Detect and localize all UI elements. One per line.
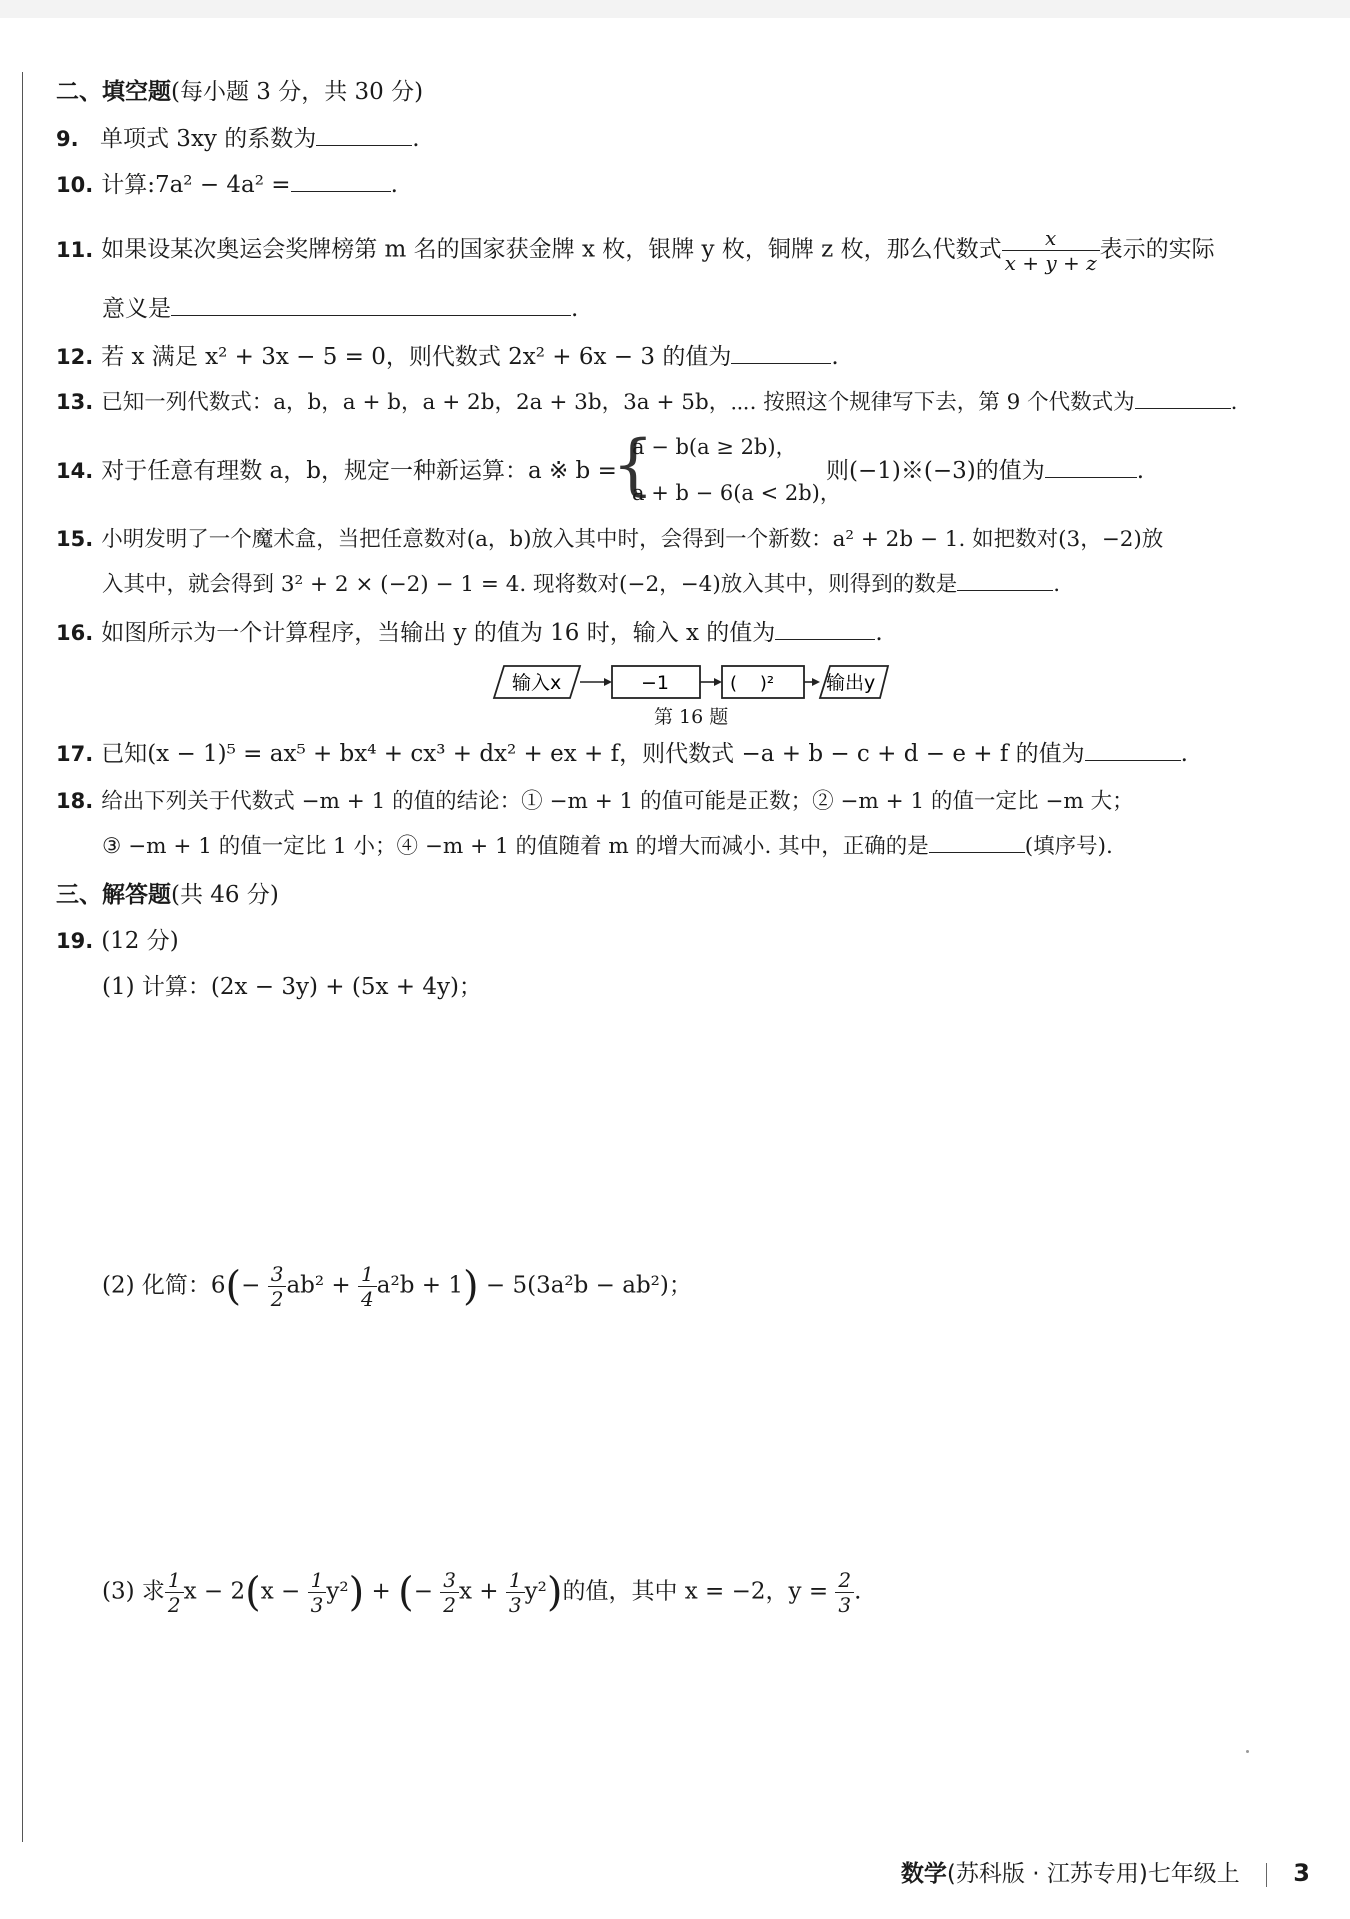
question-number: 13. [56,390,94,414]
question-text: 入其中，就会得到 3² + 2 × (−2) − 1 = 4. 现将数对(−2，−4)放入其中，则得到的数是 [102,572,958,597]
question-text: 若 x 满足 x² + 3x − 5 = 0，则代数式 2x² + 6x − 3 的值为 [101,344,732,370]
term: y² [524,1578,547,1605]
term: x − 2 [183,1578,246,1605]
denominator: 3 [508,1593,522,1617]
denominator: 2 [443,1593,457,1617]
question-19 [56,924,179,958]
section-title: 二、填空题 [56,79,171,105]
square-label: ( )² [730,673,775,694]
denominator: 3 [310,1593,324,1617]
answer-blank[interactable] [316,123,412,146]
margin-line [22,72,23,1842]
part-label: (3) 求 [102,1578,165,1605]
numerator: 3 [268,1262,287,1287]
question-number: 12. [56,345,94,369]
question-text-tail: (填序号). [1024,834,1113,859]
left-paren: ( [245,1569,261,1616]
period: . [390,172,398,198]
section-3-header [56,878,279,912]
question-19-part-3 [102,1568,861,1617]
period: . [1230,390,1238,415]
question-text: ③ −m + 1 的值一定比 1 小；④ −m + 1 的值随着 m 的增大而减小. 其中，正确的是 [102,834,929,859]
question-17 [56,737,1188,771]
arrowhead-2-icon [714,678,722,686]
right-paren: ) [348,1569,365,1616]
numerator: 1 [506,1568,525,1593]
question-number: 10. [56,173,94,197]
numerator: 1 [165,1568,184,1593]
fraction-1-3 [308,1568,327,1617]
question-text: 如果设某次奥运会奖牌榜第 m 名的国家获金牌 x 枚，银牌 y 枚，铜牌 z 枚，那么代数式 [101,236,1002,263]
term: a²b + 1 [376,1272,463,1299]
footer-divider [1266,1863,1268,1887]
question-15-line2 [102,568,1060,602]
input-label: 输入x [512,672,562,694]
numerator: 1 [308,1568,327,1593]
section-2-header [56,75,423,109]
minus-one-label: −1 [641,672,670,694]
part-label: (2) 化简：6 [102,1272,226,1299]
question-number: 9. [56,127,79,151]
arrowhead-1-icon [604,678,612,686]
scan-speck [1246,1750,1249,1753]
question-text: 小明发明了一个魔术盒，当把任意数对(a，b)放入其中时，会得到一个新数：a² + 2b − 1. 如把数对(3，−2)放 [101,527,1164,552]
question-text: 已知(x − 1)⁵ = ax⁵ + bx⁴ + cx³ + dx² + ex + f，则代数式 −a + b − c + d − e + f 的值为 [101,741,1085,767]
question-10 [56,168,398,202]
fraction-3-2 [268,1262,287,1311]
denominator: x + y + z [1004,251,1097,275]
section-note: (共 46 分) [171,882,279,908]
right-paren: ) [462,1263,479,1310]
period: . [412,126,420,152]
period: . [875,620,883,646]
question-text: 计算:7a² − 4a² = [101,172,291,198]
question-text: 则(−1)※(−3)的值为 [826,458,1045,484]
question-text: 对于任意有理数 a，b，规定一种新运算：a ※ b = [101,458,617,484]
denominator: 3 [838,1593,852,1617]
section-title: 三、解答题 [56,882,171,908]
question-text: 单项式 3xy 的系数为 [100,126,317,152]
question-number: 19. [56,929,94,953]
question-number: 14. [56,459,94,483]
term: y² [326,1578,349,1605]
answer-blank[interactable] [775,617,875,640]
plus-sign: + [364,1578,399,1605]
question-14-tail [826,454,1144,488]
fraction-1-2 [165,1568,184,1617]
term: 的值，其中 x = −2，y = [562,1578,836,1605]
question-18 [56,784,1134,819]
answer-blank[interactable] [291,169,391,192]
question-score: (12 分) [101,928,179,954]
period: . [571,296,579,322]
question-15 [56,522,1163,557]
answer-blank[interactable] [171,293,571,316]
question-number: 17. [56,742,94,766]
question-text: 如图所示为一个计算程序，当输出 y 的值为 16 时，输入 x 的值为 [101,620,776,646]
question-11 [56,226,1215,275]
numerator: 1 [358,1262,377,1287]
case-2: a + b − 6(a < 2b)， [632,481,841,505]
question-text: 已知一列代数式：a，b，a + b，a + 2b，2a + 3b，3a + 5b，⋯. 按照这个规律写下去，第 9 个代数式为 [101,390,1135,415]
question-number: 15. [56,527,94,551]
question-16 [56,616,883,650]
numerator: 3 [440,1568,459,1593]
term: x + [459,1578,506,1605]
term: x − [260,1578,308,1605]
figure-caption: 第 16 题 [654,706,729,728]
denominator: 2 [270,1287,284,1311]
question-text-tail: 表示的实际 [1099,236,1215,263]
arrowhead-3-icon [812,678,820,686]
left-paren: ( [225,1263,242,1310]
question-12 [56,340,839,374]
answer-blank[interactable] [731,341,831,364]
question-19-part-2 [102,1262,692,1311]
period: . [831,344,839,370]
right-paren: ) [546,1569,563,1616]
section-note: (每小题 3 分，共 30 分) [171,79,424,105]
minus-sign: − [413,1578,441,1605]
fraction-3-2 [440,1568,459,1617]
question-number: 11. [56,237,94,262]
question-number: 16. [56,621,94,645]
answer-blank[interactable] [1085,738,1181,761]
page-footer [901,1855,1310,1888]
fraction [1002,226,1100,275]
output-label: 输出y [826,672,876,694]
footer-subject: 数学 [900,1861,947,1887]
brace-symbol: { [612,426,654,503]
period: . [854,1578,862,1605]
denominator: 4 [361,1287,374,1311]
scan-top-shade [0,0,1350,18]
question-9 [56,122,420,156]
denominator: 2 [167,1593,181,1617]
case-1: a − b(a ≥ 2b)， [632,435,797,459]
numerator: 2 [835,1568,854,1593]
left-paren: ( [398,1569,414,1616]
flowchart-diagram [490,662,890,702]
question-14 [56,454,617,488]
question-11-line2 [102,292,578,326]
answer-blank[interactable] [1045,455,1137,478]
fraction-1-3 [506,1568,525,1617]
fraction-1-4 [358,1262,377,1311]
page-number: 3 [1293,1859,1310,1887]
footer-edition: (苏科版 · 江苏专用)七年级上 [946,1861,1240,1887]
question-text: 给出下列关于代数式 −m + 1 的值的结论：① −m + 1 的值可能是正数；② −m + 1 的值一定比 −m 大； [101,789,1134,814]
answer-blank[interactable] [957,568,1053,591]
fraction-2-3 [835,1568,854,1617]
question-18-line2 [102,830,1113,864]
question-text: 意义是 [102,296,171,322]
question-13 [56,385,1237,420]
period: . [1053,572,1061,597]
numerator: x [1002,226,1100,251]
question-number: 18. [56,789,94,813]
term: ab² + [286,1272,359,1299]
minus-sign: − [241,1272,268,1299]
period: . [1180,741,1188,767]
answer-blank[interactable] [929,830,1025,853]
question-19-part-1: (1) 计算：(2x − 3y) + (5x + 4y)； [102,974,482,1000]
term: − 5(3a²b − ab²)； [478,1272,692,1299]
period: . [1136,458,1145,484]
answer-blank[interactable] [1135,386,1231,409]
